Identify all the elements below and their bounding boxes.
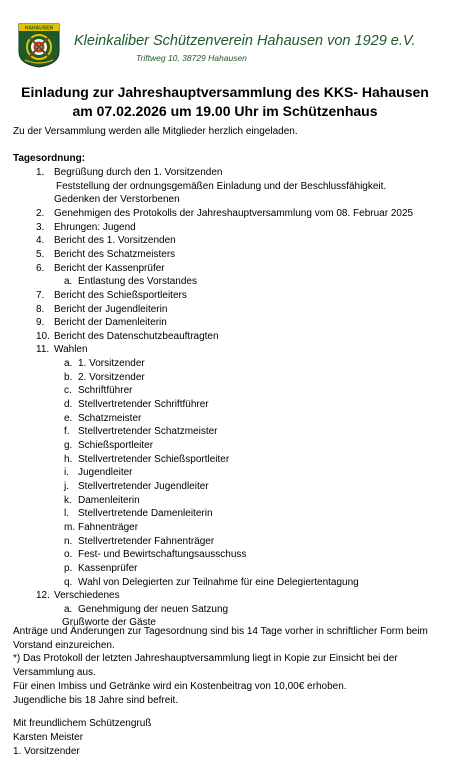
agenda-item-text: Fahnenträger [78,521,139,533]
agenda-item-text: Bericht des Schießsportleiters [54,289,187,301]
letterhead [0,0,450,72]
agenda-item-text: Stellvertretender Fahnenträger [78,535,215,547]
agenda-item-text: Verschiedenes [54,590,120,602]
club-address: Triftweg 10, 38729 Hahausen [136,53,247,63]
note-line: Versammlung aus. [13,667,96,679]
agenda-item-marker: l. [64,508,69,520]
agenda-item-text: Stellvertretender Schatzmeister [78,426,218,438]
agenda-item-text: Stellvertretender Jugendleiter [78,480,209,492]
club-logo [17,22,61,68]
agenda-item-marker: e. [64,412,73,424]
agenda-item-text: Entlastung des Vorstandes [78,276,197,288]
club-name: Kleinkaliber Schützenverein Hahausen von 1929 e.V. [74,33,416,49]
invitation-title-line1: Einladung zur Jahreshauptversammlung des KKS- Hahausen [21,84,429,100]
agenda-item-marker: 2. [36,207,45,219]
note-line: Anträge und Änderungen zur Tagesordnung sind bis 14 Tage vorher in schriftlicher Form beim [13,626,428,637]
agenda-item-marker: g. [64,440,73,451]
closing-greeting: Mit freundlichem Schützengruß [13,718,152,729]
intro-text: Zu der Versammlung werden alle Mitglieder herzlich eingeladen. [13,126,298,137]
agenda-item-text: Kassenprüfer [78,562,138,574]
agenda-item-text: Grußworte der Gäste [62,617,156,629]
agenda-item-marker: h. [64,453,73,465]
agenda-item-text: Feststellung der ordnungsgemäßen Einladung und der Beschlussfähigkeit. [56,180,387,192]
agenda-item-text: Schriftführer [78,385,133,397]
agenda-item-marker: q. [64,576,73,588]
agenda-item-text: Bericht der Jugendleiterin [54,303,168,315]
agenda-item-marker: n. [64,535,73,547]
agenda-item-text: Jugendleiter [78,467,133,479]
agenda-item-marker: 4. [36,235,45,247]
agenda-item-marker: 1. [36,167,45,178]
agenda-item-text: Stellvertretender Schriftführer [78,399,209,411]
agenda-item-marker: 8. [36,303,45,315]
agenda-item-marker: a. [64,276,73,288]
agenda-item-marker: d. [64,399,73,411]
signer-role: 1. Vorsitzender [13,746,80,757]
note-line: Jugendliche bis 18 Jahre sind befreit. [13,694,179,706]
agenda-item-marker: b. [64,371,73,383]
agenda-item-marker: m. [64,521,76,533]
agenda-item-marker: a. [64,358,73,370]
agenda-item-marker: 3. [36,221,45,233]
agenda-item-marker: a. [64,603,73,615]
agenda-item-marker: i. [64,467,69,479]
agenda-item-text: 2. Vorsitzender [78,371,145,383]
agenda-item-marker: 5. [36,248,45,260]
agenda-item-marker: c. [64,385,72,397]
agenda-item-marker: 9. [36,317,45,329]
agenda-item-text: Bericht des 1. Vorsitzenden [54,235,176,247]
agenda-item-text: Stellvertretende Damenleiterin [78,508,213,520]
signer-name: Karsten Meister [13,732,84,743]
invitation-title-line2: am 07.02.2026 um 19.00 Uhr im Schützenhaus [72,103,378,119]
agenda-item-marker: f. [64,426,70,438]
note-line: *) Das Protokoll der letzten Jahreshauptversammlung liegt in Kopie zur Einsicht bei der [13,653,398,665]
agenda-item-marker: 7. [36,289,45,301]
agenda-item-text: Genehmigung der neuen Satzung [78,603,229,615]
agenda-item-text: Ehrungen: Jugend [54,221,136,233]
agenda-item-text: Bericht des Datenschutzbeauftragten [54,330,219,342]
agenda-item-marker: 10. [36,330,50,342]
agenda-item-text: Bericht der Kassenprüfer [54,262,165,274]
logo-lettering: HAHAUSEN [24,25,54,32]
agenda-item-text: Damenleiterin [78,494,140,506]
note-line: Vorstand einzureichen. [13,639,115,651]
agenda-item-text: Gedenken der Verstorbenen [54,194,180,206]
agenda-item-marker: 11. [36,344,50,356]
agenda-item-marker: o. [64,549,73,561]
agenda-item-marker: k. [64,494,72,506]
agenda-item-text: Wahlen [54,344,88,356]
agenda-item-marker: j. [64,480,69,492]
agenda-item-text: Begrüßung durch den 1. Vorsitzenden [54,167,223,178]
agenda-item-text: Bericht der Damenleiterin [54,317,167,329]
agenda-item-marker: p. [64,562,73,574]
note-line: Für einen Imbiss und Getränke wird ein Kostenbeitrag von 10,00€ erhoben. [13,680,347,692]
agenda-item-marker: 12. [36,590,50,602]
agenda-item-text: Schießsportleiter [78,440,154,451]
agenda-item-text: Wahl von Delegierten zur Teilnahme für eine Delegiertentagung [78,576,359,588]
agenda-item-text: 1. Vorsitzender [78,358,145,370]
agenda-item-text: Genehmigen des Protokolls der Jahreshauptversammlung vom 08. Februar 2025 [54,207,414,219]
agenda-item-text: Stellvertretender Schießsportleiter [78,453,230,465]
agenda-item-text: Fest- und Bewirtschaftungsausschuss [78,549,247,561]
agenda-heading: Tagesordnung: [13,153,86,164]
agenda-item-text: Schatzmeister [78,412,142,424]
agenda-item-text: Bericht des Schatzmeisters [54,248,176,260]
agenda-item-marker: 6. [36,262,45,274]
